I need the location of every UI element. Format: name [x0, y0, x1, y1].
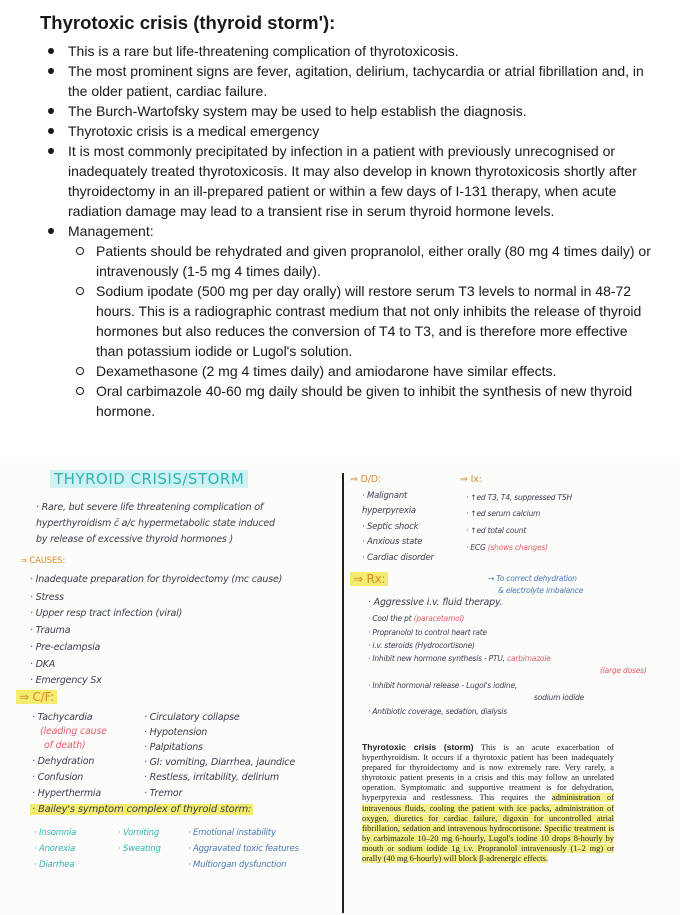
- intro-line: hyperthyroidism c̄ a/c hypermetabolic state induced: [36, 518, 275, 529]
- rx-item: · Antibiotic coverage, sedation, dialysis: [368, 707, 507, 716]
- cf-item: · Palpitations: [144, 742, 203, 753]
- dd-heading: ⇒ D/D:: [350, 474, 381, 485]
- bailey-item: · Emotional instability: [188, 828, 276, 838]
- cf-item: · Circulatory collapse: [144, 712, 240, 723]
- cf-leading-cause: (leading cause: [40, 726, 107, 737]
- bailey-item: · Sweating: [118, 844, 161, 854]
- dd-item: hyperpyrexia: [362, 506, 416, 516]
- rx-note: (large doses): [600, 666, 647, 675]
- bailey-item: · Insomnia: [34, 828, 77, 838]
- ix-heading: ⇒ Ix:: [460, 474, 482, 485]
- rx-item: · Propranolol to control heart rate: [368, 628, 487, 637]
- rx-item: · Cool the pt (paracetamol): [368, 614, 465, 623]
- rx-item: · i.v. steroids (Hydrocortisone): [368, 641, 475, 650]
- cause-item: · Emergency Sx: [30, 675, 102, 686]
- bailey-item: · Vomiting: [118, 828, 160, 838]
- management-item: Oral carbimazole 40-60 mg daily should be given to inhibit the synthesis of new thyroid hormone.: [44, 381, 656, 421]
- rx-note: → To correct dehydration: [488, 574, 577, 583]
- bailey-item: · Multiorgan dysfunction: [188, 860, 287, 870]
- management-item: Dexamethasone (2 mg 4 times daily) and amiodarone have similar effects.: [44, 361, 656, 381]
- bullet-item: It is most commonly precipitated by infection in a patient with previously unrecognised or inadequately treated thyrotoxicosis. It may also develop in known thyrotoxicosis shortly after thyroidectomy in an ill-prepared patient or within a few days of I-131 therapy, when acute radiation damage may lead to a transient rise in serum thyroid hormone levels.: [44, 141, 656, 221]
- cf-item: · Hyperthermia: [32, 788, 101, 799]
- cf-item: · Dehydration: [32, 756, 95, 767]
- ix-item: · ↑ed T3, T4, suppressed TSH: [466, 493, 572, 502]
- bailey-heading: · Bailey's symptom complex of thyroid storm:: [32, 804, 252, 815]
- bullet-item: The most prominent signs are fever, agitation, delirium, tachycardia or atrial fibrillation and, in the older patient, cardiac failure.: [44, 61, 656, 101]
- bullet-item: The Burch-Wartofsky system may be used to help establish the diagnosis.: [44, 101, 656, 121]
- bailey-item: · Diarrhea: [34, 860, 75, 870]
- textbook-highlight: Specific treatment is by carbimazole 10–20 mg 6-hourly, Lugol's iodine 10 drops 8-hourly by mouth or sodium iodide 1g i.v. Propranolol intravenously (1–2 mg) or orally (40 mg 6-hourly) will block β-adrenergic effects.: [362, 823, 614, 864]
- cf-leading-cause: of death): [44, 740, 86, 751]
- cf-item: · Confusion: [32, 772, 84, 783]
- cause-item: · Stress: [30, 592, 64, 603]
- bullet-item: Thyrotoxic crisis is a medical emergency: [44, 121, 656, 141]
- ix-item: · ↑ed total count: [466, 526, 527, 535]
- ix-item: · ECG (shows changes): [466, 543, 548, 552]
- cf-item: · Tachycardia: [32, 712, 93, 723]
- textbook-paragraph: This is an acute exacerbation of hyperthyroidism. It occurs if a thyrotoxic patient has been inadequately prepared for thyroidectomy and is now extremely rare. Very rarely, a thyrotoxic patient presents in a crisis and this may follow an unrelated operation. Symptomatic and supportive treatment is for dehydration, hyperpyrexia and restlessness. This requires the: [362, 743, 614, 803]
- intro-line: · Rare, but severe life threatening complication of: [36, 502, 264, 513]
- dd-item: · Anxious state: [362, 537, 423, 547]
- dd-item: · Septic shock: [362, 522, 419, 532]
- cause-item: · DKA: [30, 659, 56, 670]
- rx-heading: ⇒ Rx:: [350, 572, 388, 586]
- ix-item: · ↑ed serum calcium: [466, 509, 541, 518]
- rx-note: & electrolyte imbalance: [498, 586, 584, 595]
- cf-item: · Hypotension: [144, 727, 208, 738]
- textbook-excerpt: [362, 742, 614, 864]
- rx-item: sodium iodide: [534, 693, 585, 702]
- intro-line: by release of excessive thyroid hormones ): [36, 534, 234, 545]
- bullet-item-management: Management:: [44, 221, 656, 241]
- management-item: Patients should be rehydrated and given propranolol, either orally (80 mg 4 times daily) or intravenously (1-5 mg 4 times daily).: [44, 241, 656, 281]
- cause-item: · Pre-eclampsia: [30, 642, 101, 653]
- notes-heading: THYROID CRISIS/STORM: [50, 470, 248, 488]
- textbook-highlight: administration of intravenous fluids, cooling the patient with ice packs, administration of oxygen, diuretics for cardiac failure, digoxin for uncontrolled atrial fibrillation, sedation and intravenous hydrocortisone.: [362, 793, 614, 833]
- rx-item: · Aggressive i.v. fluid therapy.: [368, 597, 503, 608]
- cause-item: · Upper resp tract infection (viral): [30, 608, 183, 619]
- rx-item: · Inhibit new hormone synthesis - PTU, carbimazole: [368, 654, 551, 663]
- cf-item: · Restless, irritability, delirium: [144, 772, 279, 783]
- cause-item: · Inadequate preparation for thyroidectomy (mc cause): [30, 574, 283, 585]
- textbook-title: Thyrotoxic crisis (storm): [362, 742, 474, 752]
- dd-item: · Cardiac disorder: [362, 553, 434, 563]
- bullet-list: [44, 41, 656, 421]
- dd-item: · Malignant: [362, 491, 408, 501]
- causes-heading: ⇒ CAUSES:: [20, 556, 66, 566]
- cf-item: · GI: vomiting, Diarrhea, jaundice: [144, 757, 295, 768]
- cf-item: · Tremor: [144, 788, 183, 799]
- cf-heading: ⇒ C/F:: [16, 690, 57, 704]
- page-title: Thyrotoxic crisis (thyroid storm'):: [40, 12, 336, 33]
- bullet-item: This is a rare but life-threatening complication of thyrotoxicosis.: [44, 41, 656, 61]
- management-item: Sodium ipodate (500 mg per day orally) will restore serum T3 levels to normal in 48-72 hours. This is a radiographic contrast medium that not only inhibits the release of thyroid hormones but also reduces the conversion of T4 to T3, and is therefore more effective than potassium iodide or Lugol's solution.: [44, 281, 656, 361]
- bailey-item: · Aggravated toxic features: [188, 844, 299, 854]
- cause-item: · Trauma: [30, 625, 71, 636]
- rx-item: · Inhibit hormonal release - Lugol's iodine,: [368, 681, 518, 690]
- column-divider: [342, 473, 344, 913]
- bailey-item: · Anorexia: [34, 844, 76, 854]
